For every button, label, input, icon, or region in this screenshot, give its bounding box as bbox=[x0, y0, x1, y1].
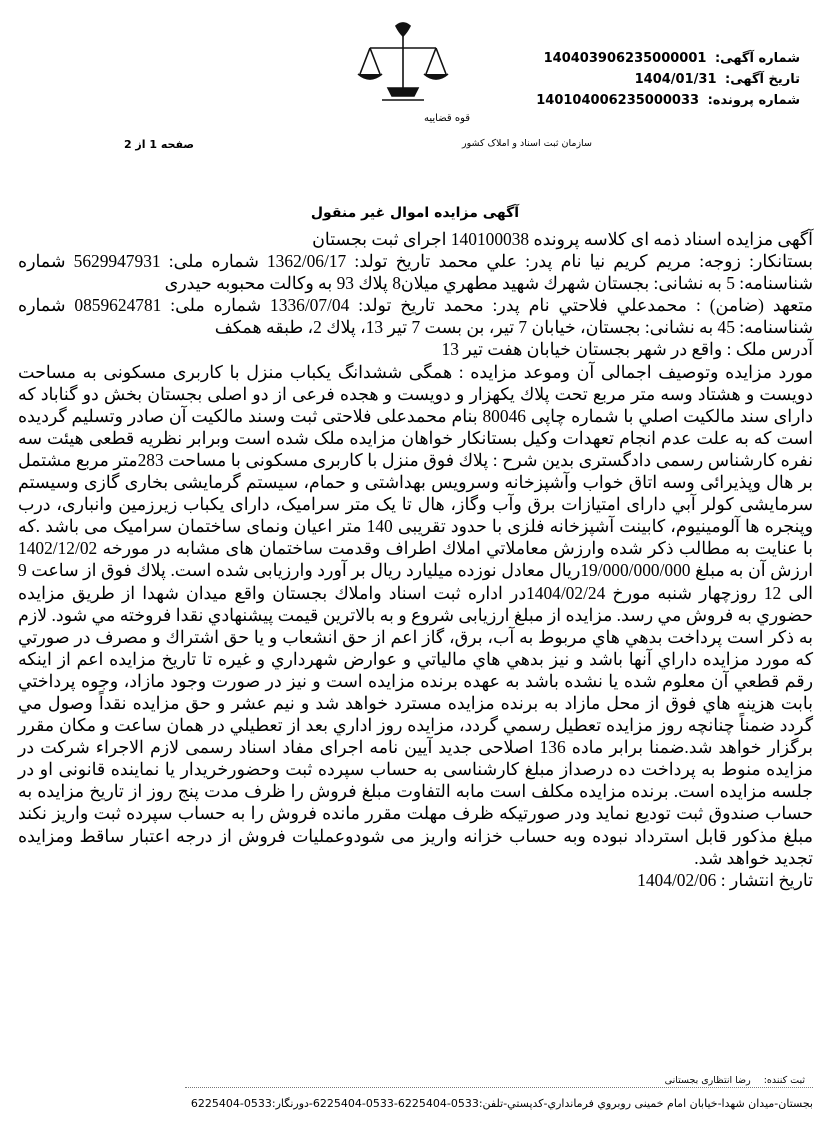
debtor-paragraph: متعهد (ضامن) : محمدعلي فلاحتي نام پدر: محمد تاریخ تولد: 1336/07/04 شماره ملی: 0859624781 شماره شناسنامه: 45 به نشانی: بجستان، خیابان 7 تیر، بن بست 7 تیر 13، پلاك 2، طبقه همکف bbox=[18, 295, 813, 338]
header-meta bbox=[536, 48, 800, 111]
document-title: آگهی مزایده اموال غیر منقول bbox=[310, 205, 520, 221]
footer-divider bbox=[185, 1087, 813, 1088]
case-number-label: شماره پرونده: bbox=[707, 93, 800, 108]
ad-number-label: شماره آگهی: bbox=[714, 51, 800, 66]
creditor-paragraph: بستانکار: زوجه: مریم کریم نیا نام پدر: علي محمد تاریخ تولد: 1362/06/17 شماره ملی: 5629947931 شماره شناسنامه: 5 به نشانی: بجستان شهرك شهید مطهري میلان8 پلاك 93 به وکالت محبوبه حیدری bbox=[18, 251, 813, 294]
case-line: آگهی مزایده اسناد ذمه ای کلاسه پرونده 140100038 اجرای ثبت بجستان bbox=[312, 229, 813, 249]
property-address: آدرس ملک : واقع در شهر بجستان خیابان هفت تیر 13 bbox=[441, 339, 813, 360]
judiciary-emblem-logo bbox=[338, 18, 592, 158]
document-body bbox=[18, 228, 813, 891]
ad-date-row bbox=[560, 69, 800, 90]
logo-org-name: قوه قضاییه bbox=[424, 113, 471, 124]
page-number: صفحه 1 از 2 bbox=[123, 138, 194, 151]
scales-of-justice-icon bbox=[338, 18, 592, 158]
ad-date: 1404/01/31 bbox=[634, 72, 717, 87]
case-number: 140104006235000033 bbox=[536, 93, 700, 108]
office-address: بجستان-میدان شهدا-خیابان امام خمینی روبروي فرمانداري-کدپستي-تلفن:0533-6225404-0533-6225404-دورنگار:0533-6225404 bbox=[190, 1097, 813, 1110]
registrar-line bbox=[560, 1075, 805, 1086]
registrar-label: ثبت کننده: bbox=[763, 1075, 805, 1086]
publish-date: تاریخ انتشار : 1404/02/06 bbox=[637, 869, 813, 890]
ad-number: 140403906235000001 bbox=[543, 51, 707, 66]
ad-date-label: تاریخ آگهی: bbox=[725, 72, 800, 87]
logo-org-sub: سازمان ثبت اسناد و املاک کشور bbox=[462, 138, 592, 149]
case-number-row bbox=[536, 90, 800, 111]
registrar-name: رضا انتظاری بجستانی bbox=[664, 1075, 751, 1086]
auction-description: مورد مزایده وتوصیف اجمالی آن وموعد مزایده : همگی ششدانگ یکباب منزل با کاربری مسکونی به مساحت دویست و هشتاد وسه متر مربع تحت پلاك یکهزار و دویست و هجده فرعی از دو اصلی بجستان بخش دو گناباد که دارای سند مالکیت اصلي با شماره چاپی 80046 بنام محمدعلی فلاحتی ثبت وسند مالکیت آن صادر وتسلیم گردیده است که به علت عدم انجام تعهدات وکیل بستانکار خواهان مزایده ملک شده است وبرابر نظریه قطعی هیئت سه نفره کارشناس رسمی دادگستری بدین شرح : پلاك فوق منزل با کاربری مسکونی با مساحت 283متر مربع مشتمل بر هال وپذیرائی وسه اتاق خواب وآشپزخانه وسرویس بهداشتی و حمام، سیستم گرمایشی بخاری گازی وسیستم سرمایشی کولر آبي دارای امتیازات برق وآب وگاز، هال تا یک متر سرامیک، دارای یکباب زیرزمین وانباری، درب وپنجره ها آلومینیوم، کابینت آشپزخانه فلزی با حدود تقریبی 140 متر اعیان ونمای ساختمان سرامیک می باشد .که با عنایت به مطالب ذکر شده وارزش معاملاتي املاك اطراف وقدمت ساختمان های مشابه در مورخه 1402/12/02 ارزش آن به مبلغ 19/000/000/000ریال معادل نوزده میلیارد ریال بر آورد وارزیابی شده است. پلاك فوق از ساعت 9 الی 12 روزچهار شنبه مورخ 1404/02/24در اداره ثبت اسناد واملاك بجستان واقع میدان شهدا از طریق مزایده حضوري به فروش مي رسد. مزایده از مبلغ ارزیابی شروع و به بالاترین قیمت پیشنهادي نقدا فروخته مي شود. لازم به ذكر است پرداخت بدهي هاي مربوط به آب، برق، گاز اعم از حق انشعاب و یا حق اشتراك و مصرف در صورتي كه مورد مزایده داراي آنها باشد و نیز بدهي هاي مالیاتي و عوارض شهرداري و غیره تا تاریخ مزایده اعم از اینكه رقم قطعي آن معلوم شده یا نشده باشد به عهده برنده مزایده است و نیز در صورت وجود مازاد، وجوه پرداختي بابت هزینه هاي فوق از محل مازاد به برنده مزایده مسترد خواهد شد و نیم عشر و حق مزایده نقداً وصول مي گردد ضمناً چنانچه روز مزایده تعطیل رسمي گردد، مزایده روز اداري بعد از تعطیلي در همان ساعت و مكان مقرر برگزار خواهد شد.ضمنا برابر ماده 136 اصلاحی جدید آیین نامه اجرای مفاد اسناد رسمی لازم الاجراء شرکت در مزایده منوط به پرداخت ده درصداز مبلغ کارشناسی به حساب سپرده ثبت وحضورخریدار یا نماینده قانونی او در جلسه مزایده است. برنده مزایده مکلف است مابه التفاوت مبلغ فروش را ظرف مدت پنج روز از تاریخ مزایده به حساب صندوق ثبت تودیع نماید ودر صورتیکه ظرف مهلت مقرر مانده فروش را به حساب سپرده ثبت واریز نکند مبلغ مذکور قابل استرداد نبوده وبه حساب خزانه واریز می شودوعملیات فروش از درجه اعتبار ساقط ومزایده تجدید خواهد شد. bbox=[18, 361, 813, 868]
ad-number-row bbox=[543, 48, 800, 69]
